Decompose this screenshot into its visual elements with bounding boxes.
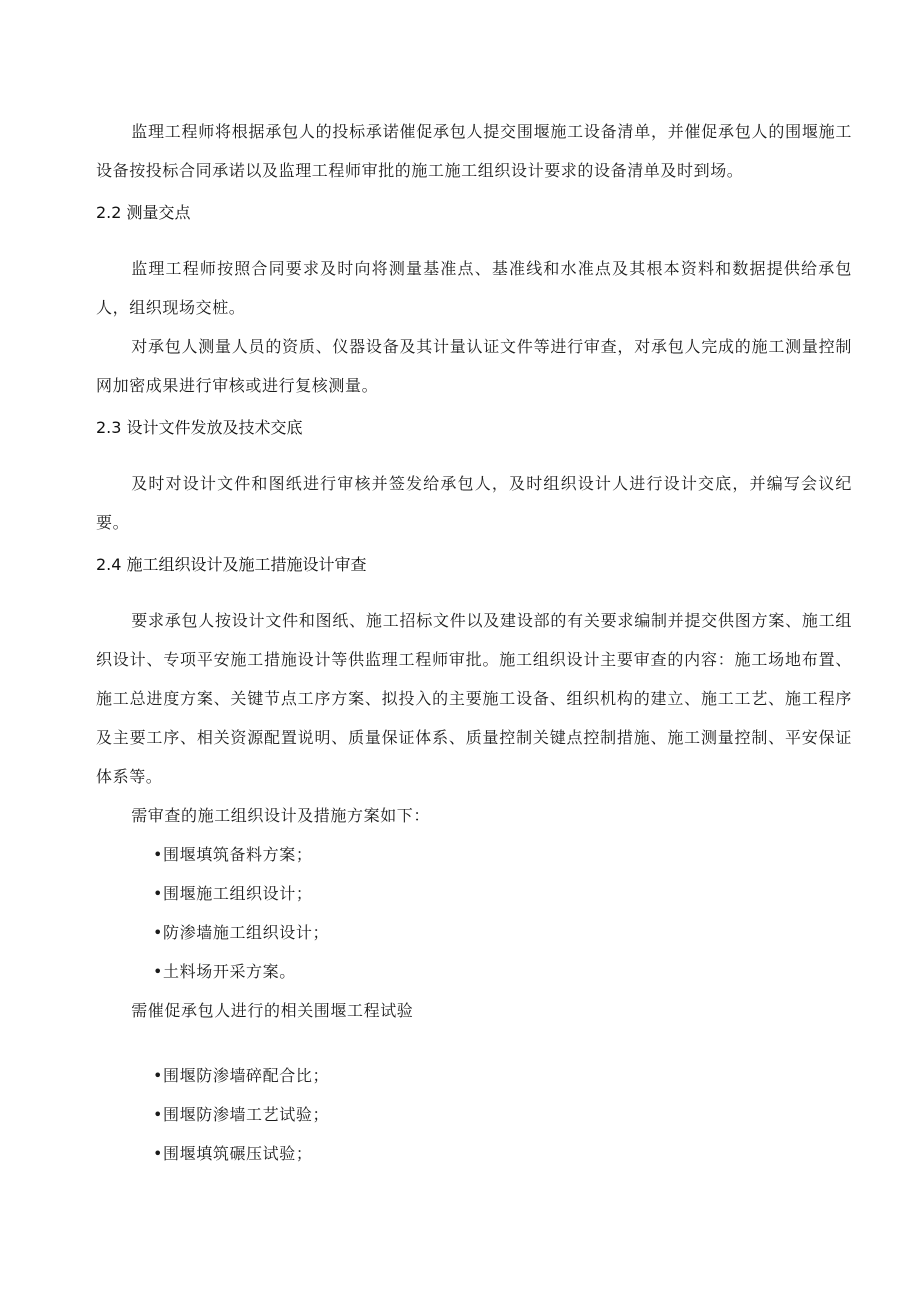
list-item: •围堰施工组织设计； — [153, 884, 313, 903]
list-item: •围堰填筑碾压试验； — [153, 1144, 313, 1163]
paragraph-survey: 监理工程师按照合同要求及时向将测量基准点、基准线和水准点及其根本资料和数据提供给承包人，组织现场交桩。 — [96, 259, 852, 317]
list-item: •围堰防渗墙工艺试验； — [153, 1105, 330, 1124]
list-item: •防渗墙施工组织设计； — [153, 923, 330, 942]
paragraph-tests-intro: 需催促承包人进行的相关围堰工程试验 — [131, 1001, 414, 1020]
paragraph-review-list-intro: 需审查的施工组织设计及措施方案如下： — [131, 806, 430, 825]
list-item: •土料场开采方案。 — [153, 962, 296, 981]
document-page — [96, 112, 852, 1173]
list-item: •围堰填筑备料方案； — [153, 845, 313, 864]
heading-2-4: 2.4 施工组织设计及施工措施设计审查 — [96, 555, 367, 574]
list-item: •围堰防渗墙碎配合比； — [153, 1066, 330, 1085]
paragraph-design-docs: 及时对设计文件和图纸进行审核并签发给承包人，及时组织设计人进行设计交底，并编写会议纪要。 — [96, 474, 852, 532]
paragraph-equipment: 监理工程师将根据承包人的投标承诺催促承包人提交围堰施工设备清单，并催促承包人的围堰施工设备按投标合同承诺以及监理工程师审批的施工施工组织设计要求的设备清单及时到场。 — [96, 122, 852, 180]
heading-2-2: 2.2 测量交点 — [96, 203, 191, 222]
paragraph-construction-plan: 要求承包人按设计文件和图纸、施工招标文件以及建设部的有关要求编制并提交供图方案、施工组织设计、专项平安施工措施设计等供监理工程师审批。施工组织设计主要审查的内容：施工场地布置、施工总进度方案、关键节点工序方案、拟投入的主要施工设备、组织机构的建立、施工工艺、施工程序及主要工序、相关资源配置说明、质量保证体系、质量控制关键点控制措施、施工测量控制、平安保证体系等。 — [96, 611, 852, 786]
heading-2-3: 2.3 设计文件发放及技术交底 — [96, 418, 303, 437]
paragraph-survey-review: 对承包人测量人员的资质、仪器设备及其计量认证文件等进行审查，对承包人完成的施工测量控制网加密成果进行审核或进行复核测量。 — [96, 337, 852, 395]
review-plan-list — [96, 835, 852, 991]
test-list — [96, 1056, 852, 1173]
